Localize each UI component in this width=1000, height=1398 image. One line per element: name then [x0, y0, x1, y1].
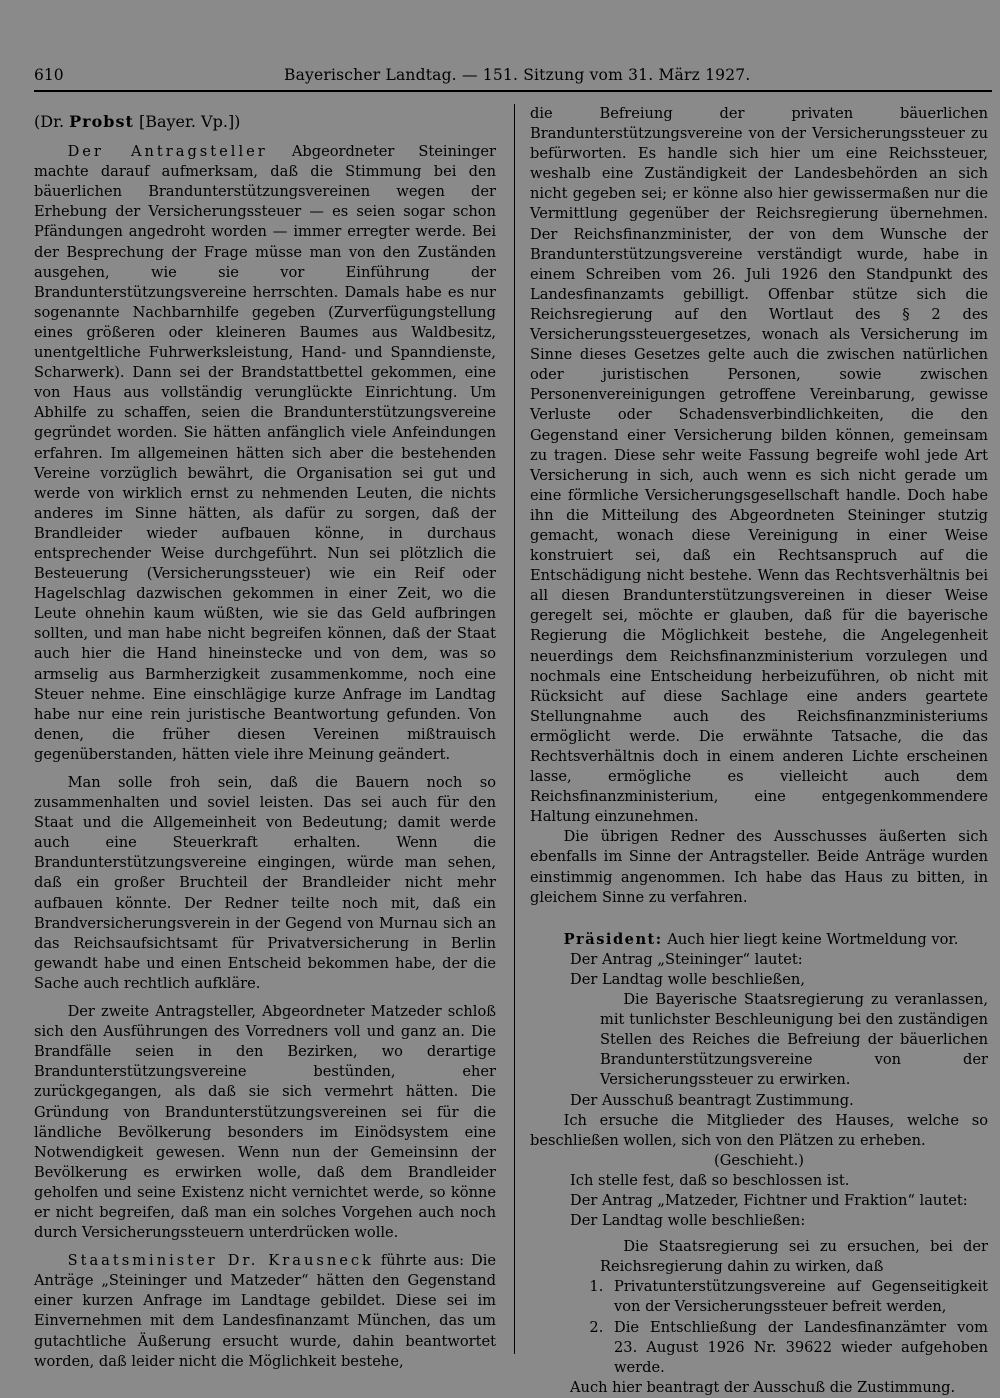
running-title: Bayerischer Landtag. — 151. Sitzung vom 31. März 1927.	[284, 66, 751, 84]
text-line: Auch hier beantragt der Ausschuß die Zustimmung.	[570, 1378, 956, 1396]
paragraph: Man solle froh sein, daß die Bauern noch so zusammenhalten und soviel leisten. Das sei auch für den Staat und die Allgemeinheit von Bedeutung; damit werde auch eine Steuerkraft erhalten. Wenn die Brandunterstützungsvereine eingingen, würde man sehen, daß ein großer Bruchteil der Brandleider nicht mehr aufbauen könnte. Der Redner teilte noch mit, daß ein Brandversicherungsverein in der Gegend von Murnau sich an das Reichsaufsichtsamt für Privatversicherung in Berlin gewandt habe und einen Entscheid bekommen habe, der die Sache auch rechtlich aufkläre.	[34, 774, 496, 992]
right-column	[530, 104, 988, 1398]
list-item: 1. Privatunterstützungsvereine auf Gegenseitigkeit von der Versicherungssteuer befreit werden,	[608, 1277, 988, 1317]
paragraph: Staatsminister Dr. Krausneck führte aus: Die Anträge „Steininger und Matzeder“ hätten den Gegenstand einer kurzen Anfrage im Landtage gebildet. Diese sei im Einvernehmen mit dem Landesfinanzamt München, das um gutachtliche Äußerung ersucht wurde, dahin beantwortet worden, daß leider nicht die Möglichkeit bestehe,	[34, 1252, 496, 1370]
paragraph: Der Antragsteller Abgeordneter Steininger machte darauf aufmerksam, daß die Stimmung bei den bäuerlichen Brandunterstützungsvereinen wegen der Erhebung der Versicherungssteuer — es seien sogar schon Pfändungen angedroht worden — immer erregter werde. Bei der Besprechung der Frage müsse man von den Zuständen ausgehen, wie sie vor Einführung der Brandunterstützungsvereine herrschten. Damals habe es nur sogenannte Nachbarnhilfe gegeben (Zurverfügungstellung eines größeren oder kleineren Baumes aus Waldbesitz, unentgeltliche Fuhrwerksleistung, Hand- und Spanndienste, Scharwerk). Dann sei der Brandstattbettel gekommen, eine von Haus aus vollständig verunglückte Einrichtung. Um Abhilfe zu schaffen, seien die Brandunterstützungsvereine gegründet worden. Sie hätten anfänglich viele Anfeindungen erfahren. Im allgemeinen hätten sich aber die bestehenden Vereine vorzüglich bewährt, die Organisation sei gut und werde von wirklich ernst zu nehmenden Leuten, die nichts anderes im Sinne hätten, als dafür zu sorgen, daß der Brandleider wieder aufbauen könne, in durchaus entsprechender Weise durchgeführt. Nun sei plötzlich die Besteuerung (Versicherungssteuer) wie ein Reif oder Hagelschlag dazwischen gekommen in einer Zeit, wo die Leute ohnehin kaum wüßten, wie sie das Geld aufbringen sollten, und man habe nicht begreifen können, daß der Staat auch hier die Hand hineinstecke und von dem, was so armselig aus Barmherzigkeit zusammenkomme, noch eine Steuer nehme. Eine einschlägige kurze Anfrage im Landtag habe nur eine rein juristische Beantwortung gefunden. Von denen, die früher diesen Vereinen mißtrauisch gegenüberstanden, hätten viele ihre Meinung geändert.	[34, 143, 496, 763]
left-column	[34, 104, 496, 1372]
speaker-heading: (Dr. Probst [Bayer. Vp.])	[34, 112, 241, 131]
president-remark: Präsident: Auch hier liegt keine Wortmeldung vor.	[563, 930, 959, 948]
paragraph: Ich ersuche die Mitglieder des Hauses, welche so beschließen wollen, sich von den Plätzen zu erheben.	[530, 1111, 988, 1149]
speaker-name: Probst	[69, 112, 134, 131]
list-item: 2. Die Entschließung der Landesfinanzämter vom 23. August 1926 Nr. 39622 wieder aufgehoben werde.	[608, 1318, 988, 1378]
header-rule	[34, 90, 992, 92]
page-header	[34, 62, 986, 88]
text-line: Ich stelle fest, daß so beschlossen ist.	[570, 1171, 850, 1189]
text-line: Der Antrag „Matzeder, Fichtner und Fraktion“ lautet:	[570, 1191, 968, 1209]
paragraph: Die übrigen Redner des Ausschusses äußerten sich ebenfalls im Sinne der Antragsteller. Beide Anträge wurden einstimmig angenommen. Ich habe das Haus zu bitten, in gleichem Sinne zu verfahren.	[530, 828, 988, 906]
text-line: Der Landtag wolle beschließen,	[570, 970, 805, 988]
motion-quote: Die Bayerische Staatsregierung zu veranlassen, mit tunlichster Beschleunigung bei den zuständigen Stellen des Reiches die Befreiung der bäuerlichen Brandunterstützungsvereine von der Versicherungssteuer zu erwirken.	[600, 991, 988, 1089]
text-line: Der Landtag wolle beschließen:	[570, 1212, 806, 1230]
motion-quote: Die Staatsregierung sei zu ersuchen, bei der Reichsregierung dahin zu wirken, daß	[600, 1238, 988, 1276]
text-line: Der Antrag „Steininger“ lautet:	[570, 950, 803, 968]
page-number: 610	[34, 66, 64, 84]
stage-direction: (Geschieht.)	[714, 1151, 804, 1169]
speaker-label: Staatsminister Dr. Krausneck	[67, 1252, 374, 1270]
role-label: Der Antragsteller	[67, 143, 268, 161]
paragraph: Der zweite Antragsteller, Abgeordneter Matzeder schloß sich den Ausführungen des Vorredners voll und ganz an. Die Brandfälle seien in den Bezirken, wo derartige Brandunterstützungsvereine bestünden, eher zurückgegangen, als daß sie sich vermehrt hätten. Die Gründung von Brandunterstützungsvereinen sei für die ländliche Bevölkerung besonders im Einödsystem eine Notwendigkeit gewesen. Wenn nun der Gemeinsinn der Bevölkerung es erwirken wolle, daß dem Brandleider geholfen und seine Existenz nicht vernichtet werde, so könne er nicht begreifen, daß man ein solches Vorgehen auch noch durch Versicherungssteuern unterdrücken wolle.	[34, 1003, 496, 1242]
text-line: Der Ausschuß beantragt Zustimmung.	[570, 1091, 854, 1109]
paragraph: die Befreiung der privaten bäuerlichen Brandunterstützungsvereine von der Versicherungssteuer zu befürworten. Es handle sich hier um eine Reichssteuer, weshalb eine Zuständigkeit der Landesbehörden an sich nicht gegeben sei; er könne also hier gewissermaßen nur die Vermittlung gegenüber der Reichsregierung übernehmen. Der Reichsfinanzminister, der von dem Wunsche der Brandunterstützungsvereine verständigt wurde, habe in einem Schreiben vom 26. Juli 1926 den Standpunkt des Landesfinanzamts gebilligt. Offenbar stütze sich die Reichsregierung auf den Wortlaut des § 2 des Versicherungssteuergesetzes, wonach als Versicherung im Sinne dieses Gesetzes gelte auch die zwischen natürlichen oder juristischen Personen, sowie zwischen Personenvereinigungen getroffene Vereinbarung, gewisse Verluste oder Schadensverbindlichkeiten, die den Gegenstand einer Versicherung bilden können, gemeinsam zu tragen. Diese sehr weite Fassung begreife wohl jede Art Versicherung in sich, auch wenn es sich nicht gerade um eine förmliche Versicherungsgesellschaft handle. Doch habe ihn die Mitteilung des Abgeordneten Steininger stutzig gemacht, wonach diese Vereinigung in einer Weise konstruiert sei, daß ein Rechtsanspruch auf die Entschädigung nicht bestehe. Wenn das Rechtsverhältnis bei all diesen Brandunterstützungsvereinen in dieser Weise geregelt sei, möchte er glauben, daß für die bayerische Regierung die Möglichkeit bestehe, die Angelegenheit neuerdings dem Reichsfinanzministerium vorzulegen und nochmals eine Entscheidung herbeizuführen, ob nicht mit Rücksicht auf diese Sachlage eine anders geartete Stellungnahme auch des Reichsfinanzministeriums ermöglicht werde. Die erwähnte Tatsache, die das Rechtsverhältnis doch in einem anderen Lichte erscheinen lasse, ermögliche es vielleicht auch dem Reichsfinanzministerium, eine entgegenkommendere Haltung einzunehmen.	[530, 105, 988, 826]
column-divider	[514, 104, 515, 1354]
president-label: Präsident:	[563, 930, 663, 948]
